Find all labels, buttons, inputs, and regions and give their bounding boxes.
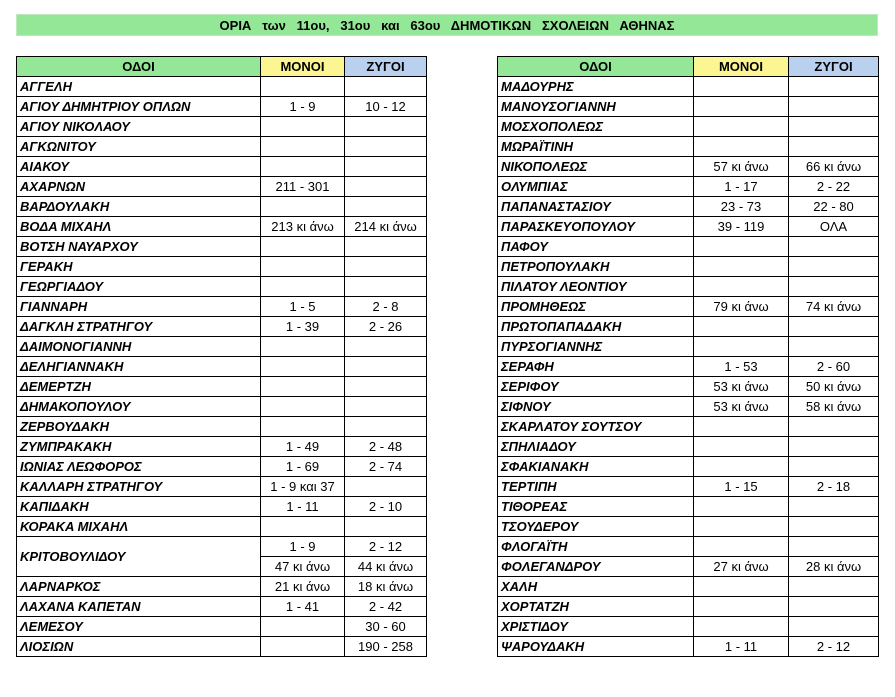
even-range-cell — [789, 277, 879, 297]
street-name-cell: ΔΑΓΚΛΗ ΣΤΡΑΤΗΓΟΥ — [17, 317, 261, 337]
table-row — [498, 477, 879, 497]
table-row — [17, 477, 427, 497]
odd-range-cell: 21 κι άνω — [261, 577, 345, 597]
table-row — [17, 437, 427, 457]
even-range-cell: 190 - 258 — [345, 637, 427, 657]
table-row — [498, 177, 879, 197]
even-range-cell: 214 κι άνω — [345, 217, 427, 237]
table-row — [498, 537, 879, 557]
even-range-cell — [789, 497, 879, 517]
table-row — [17, 197, 427, 217]
odd-range-cell — [694, 497, 789, 517]
street-name-cell: ΣΠΗΛΙΑΔΟΥ — [498, 437, 694, 457]
odd-range-cell: 211 - 301 — [261, 177, 345, 197]
table-row — [17, 217, 427, 237]
even-range-cell — [789, 337, 879, 357]
header-even: ΖΥΓΟΙ — [345, 57, 427, 77]
table-row — [17, 177, 427, 197]
street-name-cell: ΚΑΠΙΔΑΚΗ — [17, 497, 261, 517]
table-row — [17, 77, 427, 97]
odd-range-cell: 1 - 41 — [261, 597, 345, 617]
table-row — [17, 277, 427, 297]
street-name-cell: ΚΡΙΤΟΒΟΥΛΙΔΟΥ — [17, 537, 261, 577]
odd-range-cell: 1 - 9 και 37 — [261, 477, 345, 497]
street-name-cell: ΤΙΘΟΡΕΑΣ — [498, 497, 694, 517]
street-name-cell: ΠΑΠΑΝΑΣΤΑΣΙΟΥ — [498, 197, 694, 217]
even-range-cell — [345, 377, 427, 397]
table-row — [498, 137, 879, 157]
street-name-cell: ΓΙΑΝΝΑΡΗ — [17, 297, 261, 317]
table-row — [498, 457, 879, 477]
street-name-cell: ΑΙΑΚΟΥ — [17, 157, 261, 177]
even-range-cell — [789, 417, 879, 437]
odd-range-cell — [261, 397, 345, 417]
even-range-cell — [345, 397, 427, 417]
street-name-cell: ΔΕΜΕΡΤΖΗ — [17, 377, 261, 397]
even-range-cell — [789, 577, 879, 597]
odd-range-cell: 1 - 11 — [694, 637, 789, 657]
street-name-cell: ΠΥΡΣΟΓΙΑΝΝΗΣ — [498, 337, 694, 357]
page-title: ΟΡΙΑ των 11ου, 31ου και 63ου ΔΗΜΟΤΙΚΩΝ ΣΧΟΛΕΙΩΝ ΑΘΗΝΑΣ — [16, 14, 878, 36]
odd-range-cell — [694, 537, 789, 557]
even-range-cell — [789, 537, 879, 557]
odd-range-cell — [694, 597, 789, 617]
table-row — [17, 297, 427, 317]
street-name-cell: ΒΟΤΣΗ ΝΑΥΑΡΧΟΥ — [17, 237, 261, 257]
even-range-cell — [345, 157, 427, 177]
table-row — [498, 437, 879, 457]
table-row — [498, 397, 879, 417]
even-range-cell: 30 - 60 — [345, 617, 427, 637]
table-row — [498, 597, 879, 617]
odd-range-cell — [694, 337, 789, 357]
street-name-cell: ΧΡΙΣΤΙΔΟΥ — [498, 617, 694, 637]
even-range-cell — [789, 257, 879, 277]
even-range-cell — [345, 137, 427, 157]
even-range-cell: 66 κι άνω — [789, 157, 879, 177]
table-row — [498, 337, 879, 357]
odd-range-cell: 1 - 17 — [694, 177, 789, 197]
street-name-cell: ΓΕΡΑΚΗ — [17, 257, 261, 277]
table-header-row — [17, 57, 427, 77]
table-row — [498, 257, 879, 277]
table-row — [498, 297, 879, 317]
header-streets: ΟΔΟΙ — [498, 57, 694, 77]
street-name-cell: ΤΣΟΥΔΕΡΟΥ — [498, 517, 694, 537]
even-range-cell — [345, 77, 427, 97]
odd-range-cell — [261, 137, 345, 157]
table-row — [17, 157, 427, 177]
street-name-cell: ΖΥΜΠΡΑΚΑΚΗ — [17, 437, 261, 457]
street-name-cell: ΚΟΡΑΚΑ ΜΙΧΑΗΛ — [17, 517, 261, 537]
even-range-cell — [789, 597, 879, 617]
street-name-cell: ΙΩΝΙΑΣ ΛΕΩΦΟΡΟΣ — [17, 457, 261, 477]
odd-range-cell — [261, 617, 345, 637]
odd-range-cell — [261, 157, 345, 177]
table-row — [17, 377, 427, 397]
odd-range-cell — [261, 517, 345, 537]
even-range-cell: 2 - 18 — [789, 477, 879, 497]
street-name-cell: ΠΡΟΜΗΘΕΩΣ — [498, 297, 694, 317]
table-row — [498, 197, 879, 217]
even-range-cell: ΟΛΑ — [789, 217, 879, 237]
table-row — [17, 597, 427, 617]
odd-range-cell: 1 - 49 — [261, 437, 345, 457]
odd-range-cell: 1 - 69 — [261, 457, 345, 477]
street-name-cell: ΜΑΔΟΥΡΗΣ — [498, 77, 694, 97]
table-row — [17, 257, 427, 277]
left-table-body — [17, 77, 427, 657]
even-range-cell — [789, 117, 879, 137]
odd-range-cell — [261, 77, 345, 97]
even-range-cell — [345, 197, 427, 217]
odd-range-cell: 1 - 9 — [261, 537, 345, 557]
odd-range-cell: 1 - 39 — [261, 317, 345, 337]
odd-range-cell — [261, 257, 345, 277]
even-range-cell: 22 - 80 — [789, 197, 879, 217]
even-range-cell: 2 - 8 — [345, 297, 427, 317]
odd-range-cell: 53 κι άνω — [694, 377, 789, 397]
street-name-cell: ΑΧΑΡΝΩΝ — [17, 177, 261, 197]
table-row — [17, 357, 427, 377]
odd-range-cell: 1 - 11 — [261, 497, 345, 517]
table-row — [498, 357, 879, 377]
street-name-cell: ΣΙΦΝΟΥ — [498, 397, 694, 417]
odd-range-cell — [261, 417, 345, 437]
even-range-cell — [789, 137, 879, 157]
table-header-row — [498, 57, 879, 77]
header-odd: ΜΟΝΟΙ — [694, 57, 789, 77]
odd-range-cell — [261, 337, 345, 357]
odd-range-cell — [261, 637, 345, 657]
street-name-cell: ΦΛΟΓΑΪΤΗ — [498, 537, 694, 557]
odd-range-cell — [694, 237, 789, 257]
street-name-cell: ΜΑΝΟΥΣΟΓΙΑΝΝΗ — [498, 97, 694, 117]
street-name-cell: ΓΕΩΡΓΙΑΔΟΥ — [17, 277, 261, 297]
table-row — [498, 637, 879, 657]
table-row — [17, 117, 427, 137]
odd-range-cell — [694, 617, 789, 637]
header-even: ΖΥΓΟΙ — [789, 57, 879, 77]
right-boundaries-table — [497, 56, 879, 657]
street-name-cell: ΛΑΧΑΝΑ ΚΑΠΕΤΑΝ — [17, 597, 261, 617]
even-range-cell: 2 - 48 — [345, 437, 427, 457]
street-name-cell: ΣΕΡΙΦΟΥ — [498, 377, 694, 397]
street-name-cell: ΠΡΩΤΟΠΑΠΑΔΑΚΗ — [498, 317, 694, 337]
street-name-cell: ΣΚΑΡΛΑΤΟΥ ΣΟΥΤΣΟΥ — [498, 417, 694, 437]
street-name-cell: ΣΕΡΑΦΗ — [498, 357, 694, 377]
odd-range-cell: 1 - 15 — [694, 477, 789, 497]
odd-range-cell: 79 κι άνω — [694, 297, 789, 317]
left-boundaries-table — [16, 56, 427, 657]
street-name-cell: ΦΟΛΕΓΑΝΔΡΟΥ — [498, 557, 694, 577]
table-row — [498, 217, 879, 237]
street-name-cell: ΠΑΡΑΣΚΕΥΟΠΟΥΛΟΥ — [498, 217, 694, 237]
even-range-cell — [345, 517, 427, 537]
odd-range-cell — [694, 417, 789, 437]
table-row — [498, 77, 879, 97]
odd-range-cell — [261, 377, 345, 397]
odd-range-cell: 53 κι άνω — [694, 397, 789, 417]
right-table-body — [498, 77, 879, 657]
odd-range-cell: 1 - 5 — [261, 297, 345, 317]
table-row — [498, 97, 879, 117]
even-range-cell: 28 κι άνω — [789, 557, 879, 577]
even-range-cell: 74 κι άνω — [789, 297, 879, 317]
street-name-cell: ΝΙΚΟΠΟΛΕΩΣ — [498, 157, 694, 177]
table-row — [17, 417, 427, 437]
street-name-cell: ΑΓΓΕΛΗ — [17, 77, 261, 97]
even-range-cell: 2 - 60 — [789, 357, 879, 377]
even-range-cell: 2 - 22 — [789, 177, 879, 197]
even-range-cell — [789, 317, 879, 337]
street-name-cell: ΧΟΡΤΑΤΖΗ — [498, 597, 694, 617]
street-name-cell: ΣΦΑΚΙΑΝΑΚΗ — [498, 457, 694, 477]
even-range-cell — [345, 417, 427, 437]
odd-range-cell: 1 - 9 — [261, 97, 345, 117]
street-name-cell: ΧΑΛΗ — [498, 577, 694, 597]
table-row — [17, 637, 427, 657]
table-row — [17, 237, 427, 257]
odd-range-cell — [694, 257, 789, 277]
even-range-cell: 2 - 12 — [789, 637, 879, 657]
even-range-cell: 2 - 10 — [345, 497, 427, 517]
even-range-cell: 50 κι άνω — [789, 377, 879, 397]
table-row — [498, 557, 879, 577]
even-range-cell — [345, 257, 427, 277]
street-name-cell: ΟΛΥΜΠΙΑΣ — [498, 177, 694, 197]
table-row — [17, 337, 427, 357]
table-row — [498, 277, 879, 297]
even-range-cell: 58 κι άνω — [789, 397, 879, 417]
table-row — [17, 137, 427, 157]
odd-range-cell — [694, 437, 789, 457]
odd-range-cell — [694, 317, 789, 337]
even-range-cell — [345, 477, 427, 497]
odd-range-cell — [261, 277, 345, 297]
street-name-cell: ΛΕΜΕΣΟΥ — [17, 617, 261, 637]
street-name-cell: ΑΓΙΟΥ ΝΙΚΟΛΑΟΥ — [17, 117, 261, 137]
odd-range-cell — [261, 237, 345, 257]
even-range-cell — [345, 337, 427, 357]
street-name-cell: ΑΓΙΟΥ ΔΗΜΗΤΡΙΟΥ ΟΠΛΩΝ — [17, 97, 261, 117]
street-name-cell: ΒΟΔΑ ΜΙΧΑΗΛ — [17, 217, 261, 237]
table-row — [17, 397, 427, 417]
table-row — [498, 157, 879, 177]
table-row — [498, 117, 879, 137]
even-range-cell: 2 - 26 — [345, 317, 427, 337]
header-streets: ΟΔΟΙ — [17, 57, 261, 77]
street-name-cell: ΨΑΡΟΥΔΑΚΗ — [498, 637, 694, 657]
even-range-cell: 18 κι άνω — [345, 577, 427, 597]
table-row — [17, 537, 427, 557]
even-range-cell — [789, 457, 879, 477]
odd-range-cell — [694, 457, 789, 477]
table-row — [17, 97, 427, 117]
even-range-cell — [789, 517, 879, 537]
street-name-cell: ΠΕΤΡΟΠΟΥΛΑΚΗ — [498, 257, 694, 277]
table-row — [17, 317, 427, 337]
even-range-cell — [789, 97, 879, 117]
street-name-cell: ΜΩΡΑΪΤΙΝΗ — [498, 137, 694, 157]
odd-range-cell — [694, 577, 789, 597]
table-row — [498, 237, 879, 257]
odd-range-cell: 213 κι άνω — [261, 217, 345, 237]
street-name-cell: ΑΓΚΩΝΙΤΟΥ — [17, 137, 261, 157]
table-row — [498, 417, 879, 437]
street-name-cell: ΜΟΣΧΟΠΟΛΕΩΣ — [498, 117, 694, 137]
odd-range-cell — [694, 277, 789, 297]
odd-range-cell: 47 κι άνω — [261, 557, 345, 577]
table-row — [17, 577, 427, 597]
street-name-cell: ΛΙΟΣΙΩΝ — [17, 637, 261, 657]
even-range-cell — [345, 237, 427, 257]
odd-range-cell — [694, 77, 789, 97]
odd-range-cell — [261, 357, 345, 377]
odd-range-cell — [694, 97, 789, 117]
street-name-cell: ΛΑΡΝΑΡΚΟΣ — [17, 577, 261, 597]
even-range-cell: 2 - 74 — [345, 457, 427, 477]
street-name-cell: ΔΕΛΗΓΙΑΝΝΑΚΗ — [17, 357, 261, 377]
table-row — [498, 377, 879, 397]
odd-range-cell: 27 κι άνω — [694, 557, 789, 577]
street-name-cell: ΚΑΛΛΑΡΗ ΣΤΡΑΤΗΓΟΥ — [17, 477, 261, 497]
even-range-cell — [789, 237, 879, 257]
even-range-cell: 2 - 42 — [345, 597, 427, 617]
table-row — [17, 497, 427, 517]
table-row — [17, 517, 427, 537]
even-range-cell — [789, 77, 879, 97]
odd-range-cell — [694, 117, 789, 137]
even-range-cell — [345, 117, 427, 137]
street-name-cell: ΖΕΡΒΟΥΔΑΚΗ — [17, 417, 261, 437]
table-row — [498, 497, 879, 517]
even-range-cell — [789, 617, 879, 637]
odd-range-cell — [261, 117, 345, 137]
header-odd: ΜΟΝΟΙ — [261, 57, 345, 77]
street-name-cell: ΠΙΛΑΤΟΥ ΛΕΟΝΤΙΟΥ — [498, 277, 694, 297]
even-range-cell: 2 - 12 — [345, 537, 427, 557]
table-row — [498, 517, 879, 537]
table-row — [17, 457, 427, 477]
street-name-cell: ΔΑΙΜΟΝΟΓΙΑΝΝΗ — [17, 337, 261, 357]
odd-range-cell: 1 - 53 — [694, 357, 789, 377]
table-row — [498, 577, 879, 597]
even-range-cell — [345, 357, 427, 377]
odd-range-cell — [694, 517, 789, 537]
even-range-cell: 44 κι άνω — [345, 557, 427, 577]
even-range-cell — [345, 277, 427, 297]
odd-range-cell: 23 - 73 — [694, 197, 789, 217]
even-range-cell: 10 - 12 — [345, 97, 427, 117]
even-range-cell — [789, 437, 879, 457]
even-range-cell — [345, 177, 427, 197]
odd-range-cell — [694, 137, 789, 157]
street-name-cell: ΠΑΦΟΥ — [498, 237, 694, 257]
table-row — [498, 317, 879, 337]
table-row — [17, 617, 427, 637]
street-name-cell: ΔΗΜΑΚΟΠΟΥΛΟΥ — [17, 397, 261, 417]
odd-range-cell — [261, 197, 345, 217]
odd-range-cell: 57 κι άνω — [694, 157, 789, 177]
table-row — [498, 617, 879, 637]
street-name-cell: ΒΑΡΔΟΥΛΑΚΗ — [17, 197, 261, 217]
odd-range-cell: 39 - 119 — [694, 217, 789, 237]
street-name-cell: ΤΕΡΤΙΠΗ — [498, 477, 694, 497]
